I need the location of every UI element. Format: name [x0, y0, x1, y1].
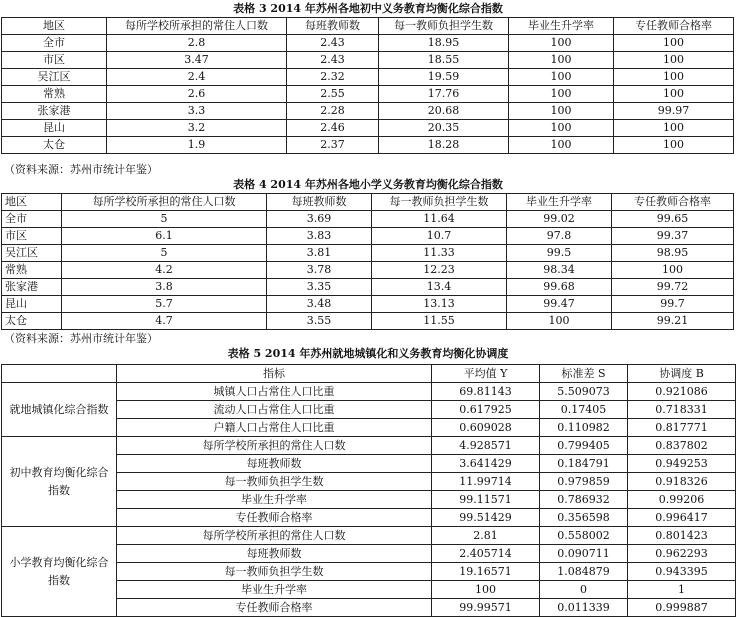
table-cell: 0.356598 — [540, 509, 628, 527]
row-label: 每班教师数 — [117, 455, 432, 473]
row-label: 毕业生升学率 — [117, 581, 432, 599]
table4 — [1, 193, 734, 330]
table5 — [1, 364, 736, 617]
table-cell: 2.43 — [287, 35, 379, 52]
column-header: 专任教师合格率 — [614, 18, 734, 35]
row-label: 每所学校所承担的常住人口数 — [117, 527, 432, 545]
table4-caption: 表格 4 2014 年苏州各地小学义务教育均衡化综合指数 — [233, 178, 503, 191]
table-cell: 2.405714 — [432, 545, 540, 563]
row-label: 常熟 — [2, 86, 107, 103]
table-row — [2, 437, 736, 455]
table-cell: 2.6 — [107, 86, 287, 103]
table-cell: 3.78 — [267, 262, 372, 279]
column-header: 每所学校所承担的常住人口数 — [107, 18, 287, 35]
row-label: 专任教师合格率 — [117, 509, 432, 527]
table-cell: 0.962293 — [628, 545, 736, 563]
table-cell: 0.786932 — [540, 491, 628, 509]
row-label: 吴江区 — [2, 245, 62, 262]
table-cell: 3.8 — [62, 279, 267, 296]
column-header: 协调度 B — [628, 365, 736, 383]
table-cell: 5 — [62, 245, 267, 262]
column-header: 平均值 Y — [432, 365, 540, 383]
table-cell: 0.799405 — [540, 437, 628, 455]
row-label: 市区 — [2, 228, 62, 245]
table-cell: 97.8 — [507, 228, 612, 245]
table-cell: 19.59 — [379, 69, 509, 86]
table-cell: 4.2 — [62, 262, 267, 279]
row-label: 吴江区 — [2, 69, 107, 86]
table-cell: 2.43 — [287, 52, 379, 69]
table-row — [2, 35, 734, 52]
header-blank-cell — [2, 365, 117, 383]
group-label: 小学教育均衡化综合指数 — [2, 527, 117, 617]
row-label: 每一教师负担学生数 — [117, 473, 432, 491]
table-row — [2, 52, 734, 69]
table-row — [2, 103, 734, 120]
table-cell: 0.99206 — [628, 491, 736, 509]
table-cell: 99.72 — [612, 279, 734, 296]
table-cell: 69.81143 — [432, 383, 540, 401]
table-cell: 0.110982 — [540, 419, 628, 437]
table-cell: 19.16571 — [432, 563, 540, 581]
table-cell: 10.7 — [372, 228, 507, 245]
table-cell: 18.95 — [379, 35, 509, 52]
table-cell: 11.64 — [372, 211, 507, 228]
table-cell: 2.4 — [107, 69, 287, 86]
row-label: 昆山 — [2, 296, 62, 313]
table-cell: 3.83 — [267, 228, 372, 245]
table-cell: 2.32 — [287, 69, 379, 86]
table-cell: 99.68 — [507, 279, 612, 296]
table-cell: 3.35 — [267, 279, 372, 296]
group-label: 初中教育均衡化综合指数 — [2, 437, 117, 527]
table3-caption: 表格 3 2014 年苏州各地初中义务教育均衡化综合指数 — [233, 2, 503, 15]
table-cell: 0.17405 — [540, 401, 628, 419]
row-label: 每所学校所承担的常住人口数 — [117, 437, 432, 455]
table-cell: 2.55 — [287, 86, 379, 103]
row-label: 常熟 — [2, 262, 62, 279]
column-header: 地区 — [2, 18, 107, 35]
table-cell: 20.35 — [379, 120, 509, 137]
row-label: 每班教师数 — [117, 545, 432, 563]
table3 — [1, 17, 734, 154]
column-header: 每所学校所承担的常住人口数 — [62, 194, 267, 211]
column-header: 标准差 S — [540, 365, 628, 383]
column-header: 地区 — [2, 194, 62, 211]
table4-body — [2, 194, 734, 330]
table-cell: 0.617925 — [432, 401, 540, 419]
table-cell: 0.837802 — [628, 437, 736, 455]
row-label: 全市 — [2, 211, 62, 228]
column-header: 毕业生升学率 — [509, 18, 614, 35]
row-label: 户籍人口占常住人口比重 — [117, 419, 432, 437]
table5-body — [2, 365, 736, 617]
table-cell: 6.1 — [62, 228, 267, 245]
table-cell: 12.23 — [372, 262, 507, 279]
table-cell: 99.11571 — [432, 491, 540, 509]
table-cell: 3.55 — [267, 313, 372, 330]
table-cell: 18.28 — [379, 137, 509, 154]
table-row — [2, 279, 734, 296]
table-cell: 100 — [614, 86, 734, 103]
table4-header-row — [2, 194, 734, 211]
column-header: 指标 — [117, 365, 432, 383]
table-row — [2, 211, 734, 228]
table-cell: 99.21 — [612, 313, 734, 330]
table-cell: 3.69 — [267, 211, 372, 228]
table-cell: 100 — [509, 35, 614, 52]
table-row — [2, 137, 734, 154]
table-row — [2, 296, 734, 313]
table-cell: 100 — [509, 120, 614, 137]
table-cell: 13.4 — [372, 279, 507, 296]
table-cell: 0.817771 — [628, 419, 736, 437]
table-row — [2, 245, 734, 262]
table-cell: 0.943395 — [628, 563, 736, 581]
table-cell: 2.81 — [432, 527, 540, 545]
table-cell: 3.81 — [267, 245, 372, 262]
table-cell: 0.184791 — [540, 455, 628, 473]
table-cell: 99.65 — [612, 211, 734, 228]
table-cell: 2.46 — [287, 120, 379, 137]
table-cell: 4.7 — [62, 313, 267, 330]
table-cell: 99.37 — [612, 228, 734, 245]
row-label: 城镇人口占常住人口比重 — [117, 383, 432, 401]
row-label: 毕业生升学率 — [117, 491, 432, 509]
table-cell: 99.02 — [507, 211, 612, 228]
table-cell: 0.801423 — [628, 527, 736, 545]
row-label: 全市 — [2, 35, 107, 52]
table-row — [2, 313, 734, 330]
table-cell: 0.090711 — [540, 545, 628, 563]
table-row — [2, 86, 734, 103]
table-cell: 100 — [614, 69, 734, 86]
table-cell: 100 — [614, 35, 734, 52]
table-row — [2, 120, 734, 137]
column-header: 每班教师数 — [287, 18, 379, 35]
table-cell: 0.918326 — [628, 473, 736, 491]
table-cell: 100 — [509, 103, 614, 120]
table-cell: 100 — [509, 52, 614, 69]
table3-body — [2, 18, 734, 154]
table-cell: 1 — [628, 581, 736, 599]
table-cell: 11.55 — [372, 313, 507, 330]
table-cell: 98.34 — [507, 262, 612, 279]
table-cell: 1.084879 — [540, 563, 628, 581]
table-cell: 2.37 — [287, 137, 379, 154]
table-cell: 1.9 — [107, 137, 287, 154]
table-cell: 99.47 — [507, 296, 612, 313]
table-row — [2, 228, 734, 245]
table-cell: 5.509073 — [540, 383, 628, 401]
table-cell: 100 — [507, 313, 612, 330]
table-cell: 98.95 — [612, 245, 734, 262]
table-cell: 0.999887 — [628, 599, 736, 617]
table-cell: 4.928571 — [432, 437, 540, 455]
table-cell: 100 — [614, 120, 734, 137]
table-cell: 3.2 — [107, 120, 287, 137]
table-cell: 11.99714 — [432, 473, 540, 491]
table-row — [2, 262, 734, 279]
table5-header-row — [2, 365, 736, 383]
table-cell: 99.5 — [507, 245, 612, 262]
table-cell: 20.68 — [379, 103, 509, 120]
table-cell: 5 — [62, 211, 267, 228]
table-cell: 100 — [612, 262, 734, 279]
table-cell: 0.718331 — [628, 401, 736, 419]
table-cell: 0.011339 — [540, 599, 628, 617]
table5-caption: 表格 5 2014 年苏州就地城镇化和义务教育均衡化协调度 — [227, 347, 509, 360]
row-label: 张家港 — [2, 103, 107, 120]
row-label: 张家港 — [2, 279, 62, 296]
table-cell: 3.47 — [107, 52, 287, 69]
row-label: 太仓 — [2, 137, 107, 154]
table-cell: 0.996417 — [628, 509, 736, 527]
table-cell: 99.97 — [614, 103, 734, 120]
table-cell: 17.76 — [379, 86, 509, 103]
table-row — [2, 383, 736, 401]
table3-header-row — [2, 18, 734, 35]
table-cell: 100 — [509, 69, 614, 86]
row-label: 专任教师合格率 — [117, 599, 432, 617]
table-cell: 0.921086 — [628, 383, 736, 401]
table-cell: 3.3 — [107, 103, 287, 120]
table-cell: 100 — [614, 137, 734, 154]
table-cell: 99.99571 — [432, 599, 540, 617]
row-label: 昆山 — [2, 120, 107, 137]
table-cell: 3.48 — [267, 296, 372, 313]
table-row — [2, 69, 734, 86]
table-cell: 100 — [509, 86, 614, 103]
table-cell: 0 — [540, 581, 628, 599]
row-label: 市区 — [2, 52, 107, 69]
column-header: 每一教师负担学生数 — [372, 194, 507, 211]
column-header: 专任教师合格率 — [612, 194, 734, 211]
table-cell: 100 — [432, 581, 540, 599]
table-cell: 100 — [614, 52, 734, 69]
column-header: 每一教师负担学生数 — [379, 18, 509, 35]
table-cell: 0.558002 — [540, 527, 628, 545]
table-cell: 0.979859 — [540, 473, 628, 491]
table-cell: 13.13 — [372, 296, 507, 313]
table-cell: 99.7 — [612, 296, 734, 313]
table-row — [2, 527, 736, 545]
table-cell: 2.8 — [107, 35, 287, 52]
table-cell: 18.55 — [379, 52, 509, 69]
table-cell: 5.7 — [62, 296, 267, 313]
table3-source: （资料来源：苏州市统计年鉴） — [4, 163, 158, 176]
row-label: 流动人口占常住人口比重 — [117, 401, 432, 419]
table-cell: 99.51429 — [432, 509, 540, 527]
column-header: 毕业生升学率 — [507, 194, 612, 211]
table-cell: 2.28 — [287, 103, 379, 120]
row-label: 太仓 — [2, 313, 62, 330]
table-cell: 100 — [509, 137, 614, 154]
table4-source: （资料来源：苏州市统计年鉴） — [4, 332, 158, 345]
table-cell: 11.33 — [372, 245, 507, 262]
table-cell: 0.609028 — [432, 419, 540, 437]
table-cell: 3.641429 — [432, 455, 540, 473]
group-label: 就地城镇化综合指数 — [2, 383, 117, 437]
row-label: 每一教师负担学生数 — [117, 563, 432, 581]
column-header: 每班教师数 — [267, 194, 372, 211]
table-cell: 0.949253 — [628, 455, 736, 473]
